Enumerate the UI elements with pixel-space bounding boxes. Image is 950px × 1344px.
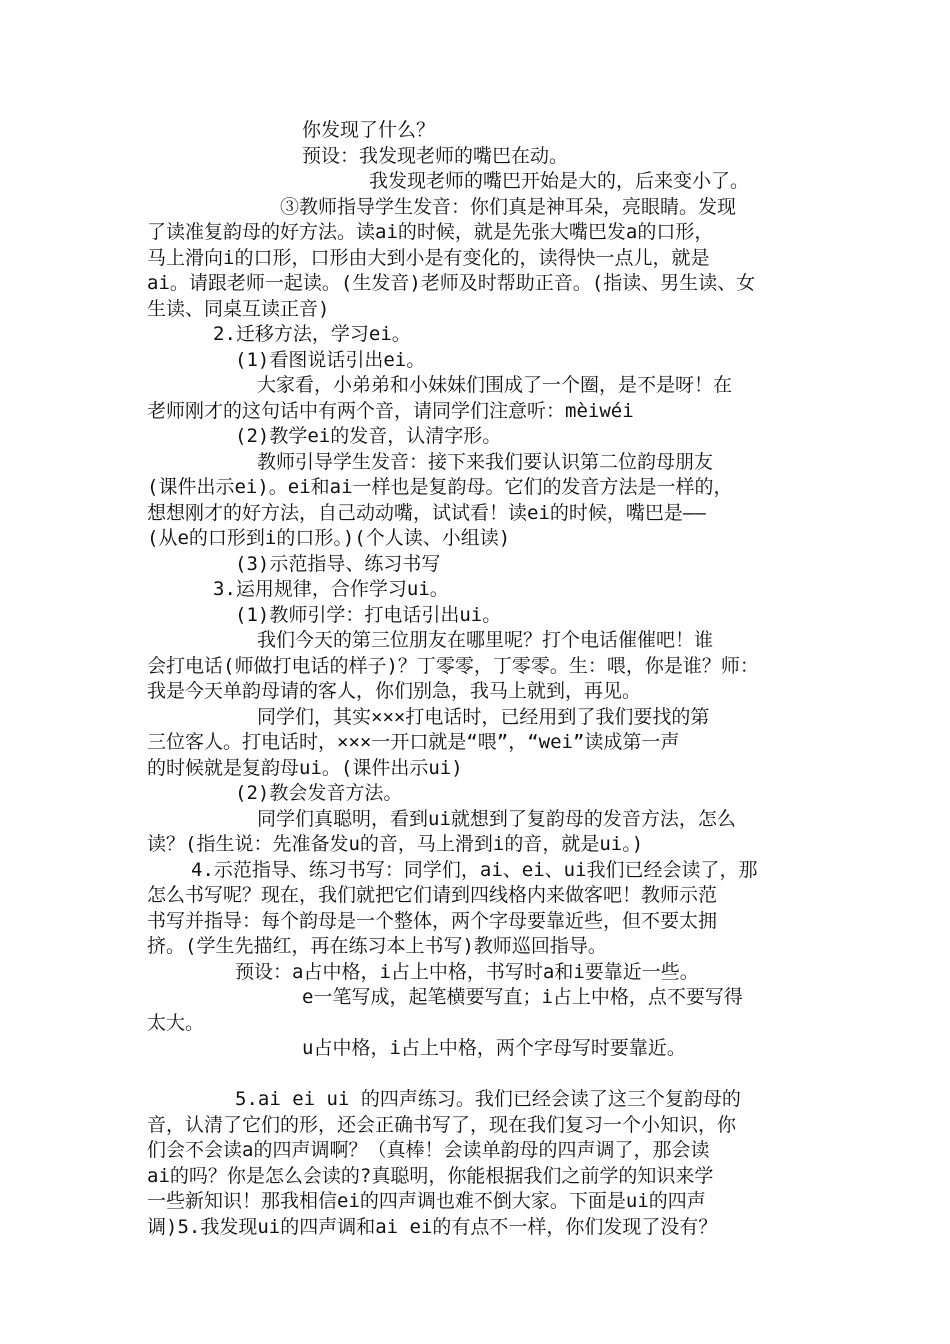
text-line: (2)教学ei的发音，认清字形。 [235, 425, 502, 447]
text-line: (课件出示ei)。ei和ai一样也是复韵母。它们的发音方法是一样的， [147, 476, 733, 498]
text-line: 们会不会读a的四声调啊？（真棒！会读单韵母的四声调了，那会读 [147, 1139, 710, 1161]
text-line: 读？(指生说：先准备发u的音，马上滑到i的音，就是ui。) [147, 833, 644, 855]
text-line: 同学们真聪明，看到ui就想到了复韵母的发音方法，怎么 [257, 807, 736, 830]
text-line: 教师引导学生发音：接下来我们要认识第二位韵母朋友 [257, 450, 714, 473]
text-line: 我是今天单韵母请的客人，你们别急，我马上就到，再见。 [147, 680, 642, 702]
text-line: ③教师指导学生发音：你们真是神耳朵，亮眼睛。发现 [280, 195, 737, 218]
text-line: 怎么书写呢？现在，我们就把它们请到四线格内来做客吧！教师示范 [147, 884, 718, 906]
text-line: u占中格，i占上中格，两个字母写时要靠近。 [302, 1037, 686, 1059]
text-line: 你发现了什么？ [302, 119, 436, 141]
text-line: 2.迁移方法，学习ei。 [213, 323, 411, 345]
text-line: 的时候就是复韵母ui。(课件出示ui) [147, 756, 463, 779]
text-line: 会打电话(师做打电话的样子)？丁零零，丁零零。生：喂，你是谁？师： [147, 654, 759, 677]
text-line: 预设：a占中格，i占上中格，书写时a和i要靠近一些。 [235, 960, 699, 983]
text-line: (2)教会发音方法。 [235, 782, 403, 804]
text-line: 一些新知识！那我相信ei的四声调也难不倒大家。下面是ui的四声 [147, 1190, 706, 1212]
text-line: 想想刚才的好方法，自己动动嘴，试试看！读ei的时候，嘴巴是—— [147, 501, 706, 524]
text-line: 生读、同桌互读正音) [147, 297, 330, 320]
text-line: 同学们，其实×××打电话时，已经用到了我们要找的第 [257, 705, 710, 728]
text-line: 老师刚才的这句话中有两个音，请同学们注意听：mèiwéi [147, 399, 634, 422]
text-line: ai的吗？你是怎么会读的?真聪明，你能根据我们之前学的知识来学 [147, 1164, 714, 1187]
text-line: 太大。 [147, 1011, 205, 1034]
document-body [147, 118, 817, 1240]
text-line: (3)示范指导、练习书写 [235, 552, 441, 575]
text-line: (从e的口形到i的口形。)(个人读、小组读) [147, 527, 511, 549]
text-line: ai。请跟老师一起读。(生发音)老师及时帮助正音。(指读、男生读、女 [147, 272, 756, 294]
text-line: 书写并指导：每个韵母是一个整体，两个字母要靠近些，但不要太拥 [147, 909, 718, 932]
text-line: 调)5.我发现ui的四声调和ai ei的有点不一样，你们发现了没有？ [147, 1215, 718, 1238]
text-line: 我们今天的第三位朋友在哪里呢？打个电话催催吧！谁 [257, 629, 714, 651]
text-line: 了读准复韵母的好方法。读ai的时候，就是先张大嘴巴发a的口形， [147, 221, 714, 243]
text-line: 三位客人。打电话时，×××一开口就是“喂”，“wei”读成第一声 [147, 731, 680, 753]
text-line: 4.示范指导、练习书写：同学们，ai、ei、ui我们已经会读了，那 [191, 858, 758, 881]
text-line: 预设：我发现老师的嘴巴在动。 [302, 144, 569, 167]
text-line: 挤。(学生先描红，再在练习本上书写)教师巡回指导。 [147, 935, 607, 957]
text-line: 音，认清了它们的形，还会正确书写了，现在我们复习一个小知识，你 [147, 1113, 737, 1136]
text-line: 马上滑向i的口形，口形由大到小是有变化的，读得快一点儿，就是 [147, 246, 710, 269]
text-line: e一笔写成，起笔横要写直；i占上中格，点不要写得 [302, 986, 743, 1008]
text-line: (1)教师引学：打电话引出ui。 [235, 603, 502, 626]
text-line: 5.ai ei ui 的四声练习。我们已经会读了这三个复韵母的 [235, 1088, 741, 1110]
text-line: 大家看，小弟弟和小妹妹们围成了一个圈，是不是呀！在 [257, 374, 733, 396]
text-line: 3.运用规律，合作学习ui。 [213, 578, 449, 600]
text-line: 我发现老师的嘴巴开始是大的，后来变小了。 [369, 170, 750, 192]
text-line [147, 1062, 817, 1088]
text-line: (1)看图说话引出ei。 [235, 348, 426, 371]
